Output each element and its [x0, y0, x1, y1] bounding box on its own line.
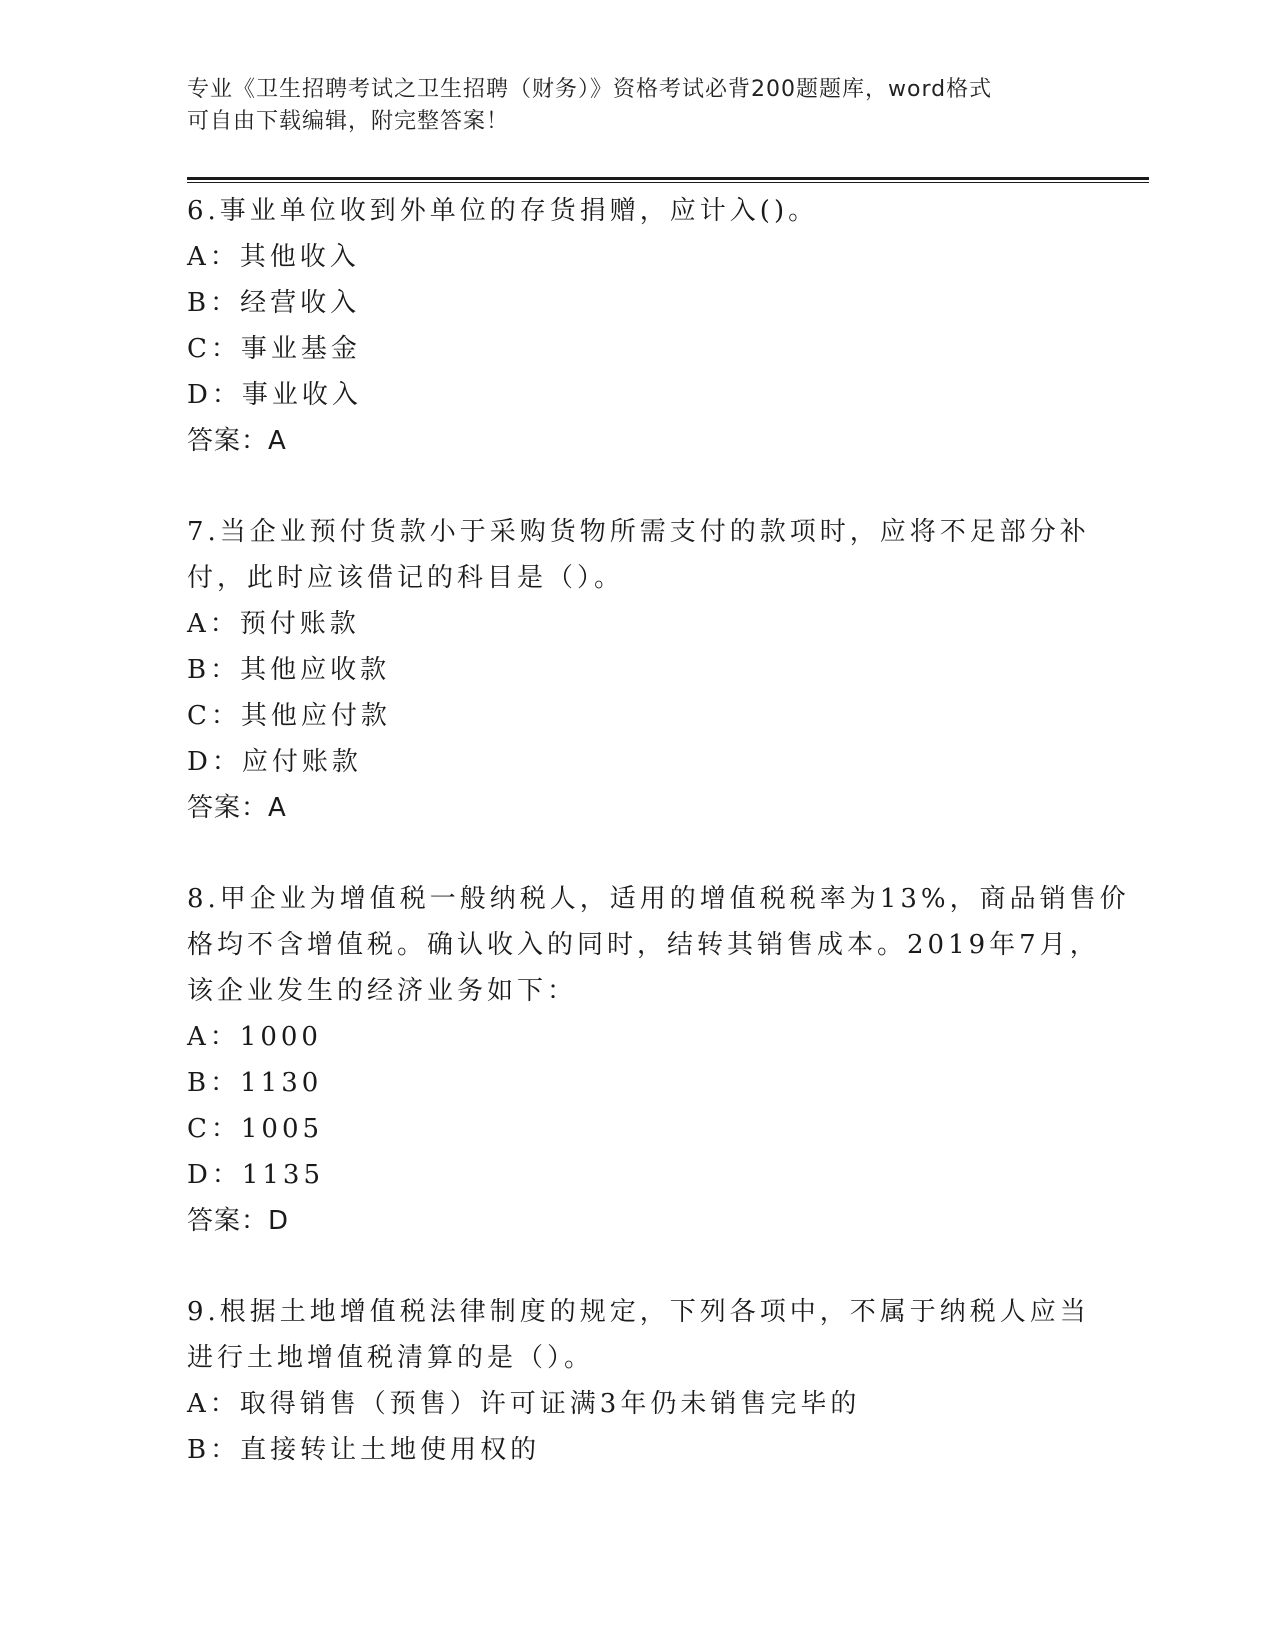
question-stem-continued: 该企业发生的经济业务如下： [187, 976, 578, 1006]
question-stem: 6.事业单位收到外单位的存货捐赠，应计入()。 [187, 196, 819, 226]
document-header [187, 74, 1087, 138]
option-d: D：1135 [187, 1160, 325, 1190]
question-stem-continued: 进行土地增值税清算的是（）。 [187, 1343, 595, 1373]
question-9 [187, 1289, 1090, 1473]
option-d: D：事业收入 [187, 380, 362, 410]
option-b: B：1130 [187, 1068, 323, 1098]
question-stem: 8.甲企业为增值税一般纳税人，适用的增值税税率为13%，商品销售价 [187, 884, 1130, 914]
option-b: B：直接转让土地使用权的 [187, 1435, 541, 1465]
option-a: A：预付账款 [187, 609, 360, 639]
option-a: A：其他收入 [187, 242, 360, 272]
header-line-2: 可自由下载编辑，附完整答案！ [187, 109, 510, 134]
option-b: B：其他应收款 [187, 655, 391, 685]
question-7 [187, 509, 1090, 831]
option-a: A：取得销售（预售）许可证满3年仍未销售完毕的 [187, 1389, 861, 1419]
answer-line: 答案：A [187, 426, 287, 456]
question-6 [187, 188, 1087, 464]
question-list [187, 188, 1130, 1473]
question-stem-continued: 付，此时应该借记的科目是（）。 [187, 563, 625, 593]
option-c: C：事业基金 [187, 334, 361, 364]
header-divider-thick [187, 177, 1149, 180]
option-c: C：1005 [187, 1114, 324, 1144]
option-d: D：应付账款 [187, 747, 362, 777]
question-8 [187, 876, 1130, 1244]
question-stem: 7.当企业预付货款小于采购货物所需支付的款项时，应将不足部分补 [187, 517, 1090, 547]
question-stem: 9.根据土地增值税法律制度的规定，下列各项中，不属于纳税人应当 [187, 1297, 1090, 1327]
option-c: C：其他应付款 [187, 701, 391, 731]
question-stem-continued: 格均不含增值税。确认收入的同时，结转其销售成本。2019年7月， [187, 930, 1100, 960]
header-divider-thin [187, 182, 1149, 183]
answer-line: 答案：A [187, 793, 287, 823]
option-b: B：经营收入 [187, 288, 361, 318]
option-a: A：1000 [187, 1022, 322, 1052]
header-line-1: 专业《卫生招聘考试之卫生招聘（财务）》资格考试必背200题题库，word格式 [187, 77, 993, 102]
answer-line: 答案：D [187, 1206, 290, 1236]
